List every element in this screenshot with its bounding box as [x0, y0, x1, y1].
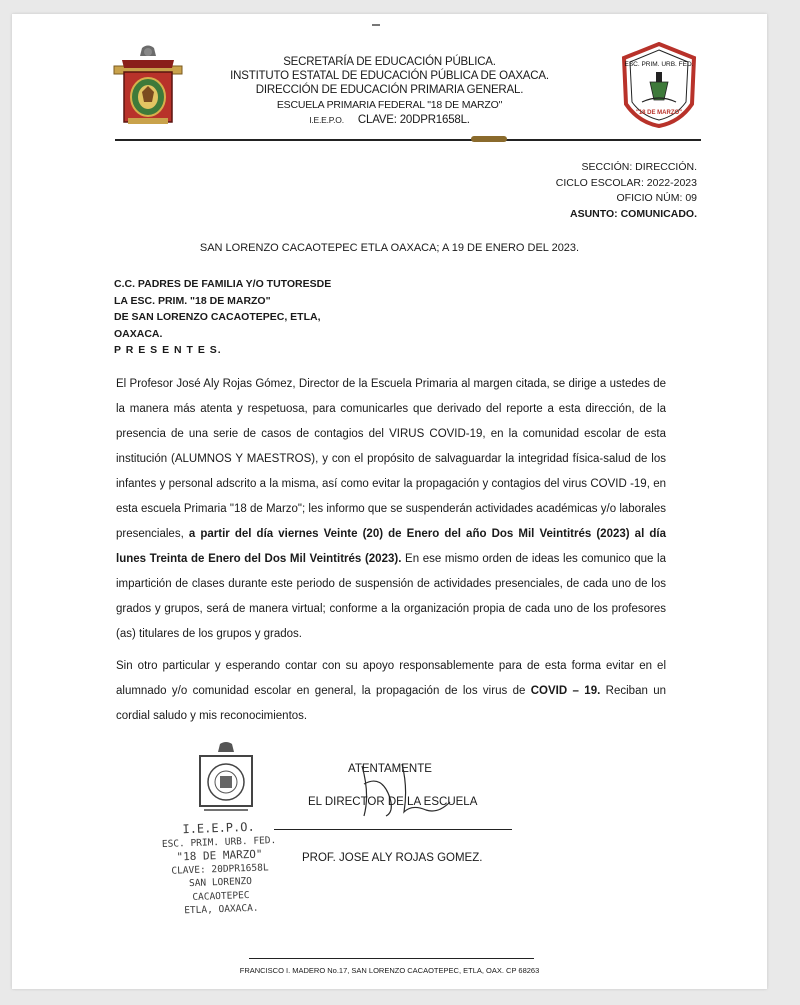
header-divider-ornament — [471, 136, 507, 142]
stamp-line: ESC. PRIM. URB. FED. — [161, 834, 277, 850]
addressee-line: LA ESC. PRIM. "18 DE MARZO" — [114, 294, 271, 307]
document-meta — [556, 160, 697, 222]
official-stamp-seal-icon — [194, 742, 258, 824]
signature-role: EL DIRECTOR DE LA ESCUELA — [308, 796, 478, 808]
header-clave-row — [12, 114, 767, 126]
header-clave: CLAVE: 20DPR1658L. — [357, 114, 470, 126]
stamp-line: ETLA, OAXACA. — [184, 902, 259, 917]
stamp-line: I.E.E.P.O. — [182, 819, 255, 837]
addressee-block — [114, 276, 331, 359]
date-line: SAN LORENZO CACAOTEPEC ETLA OAXACA; A 19 DE ENERO DEL 2023. — [199, 242, 580, 254]
header-secretaria: SECRETARÍA DE EDUCACIÓN PÚBLICA. — [283, 56, 496, 68]
header-ieepo: I.E.E.P.O. — [309, 115, 344, 125]
body-bold-text: COVID – 19. — [530, 685, 601, 697]
body-bold-text: a partir del día viernes Veinte (20) de Enero del año Dos Mil Veintitrés (2023) al día lunes Treinta de Enero del Dos Mil Veintitrés (2023). — [116, 528, 666, 565]
meta-office: OFICIO NÚM: 09 — [616, 192, 697, 204]
body-paragraph-1 — [116, 372, 666, 647]
header-divider — [115, 139, 701, 141]
body-text: Sin otro particular y esperando contar con su apoyo responsablemente para de esta forma evitar en el alumnado y/o comunidad escolar en general, la propagación de los virus de — [116, 660, 666, 697]
school-logo-arc-text: ESC. PRIM. URB. FED. — [624, 61, 694, 68]
meta-cycle: CICLO ESCOLAR: 2022-2023 — [555, 176, 697, 189]
stamp-line: CLAVE: 20DPR1658L — [171, 861, 269, 877]
footer-address: FRANCISCO I. MADERO No.17, SAN LORENZO CACAOTEPEC, ETLA, OAX. CP 68263 — [239, 966, 540, 975]
addressee-line: P R E S E N T E S. — [114, 344, 222, 356]
body-text: En ese mismo orden de ideas les comunico que la impartición de clases durante este periodo de suspensión de actividades presenciales, de cada uno de los grados y grupos, será de manera virtual; conforme a la organización propia de cada uno de los profesores (as) titulares de los grupos y grados. — [116, 553, 666, 640]
signature-name: PROF. JOSE ALY ROJAS GOMEZ. — [302, 852, 483, 864]
top-mark — [372, 24, 380, 26]
header-direccion: DIRECCIÓN DE EDUCACIÓN PRIMARIA GENERAL. — [255, 84, 524, 96]
body-text: Reciban un cordial saludo y mis reconocimientos. — [116, 685, 667, 722]
addressee-line: OAXACA. — [114, 327, 163, 340]
addressee-line: DE SAN LORENZO CACAOTEPEC, ETLA, — [114, 311, 321, 323]
letter-page — [12, 14, 767, 989]
header-escuela: ESCUELA PRIMARIA FEDERAL "18 DE MARZO" — [276, 99, 503, 111]
addressee-line: C.C. PADRES DE FAMILIA Y/O TUTORESDE — [114, 278, 332, 290]
stamp-line: SAN LORENZO CACAOTEPEC — [188, 875, 253, 903]
handwritten-signature-icon — [342, 754, 462, 824]
meta-subject: ASUNTO: COMUNICADO. — [570, 207, 697, 220]
signature-line — [274, 829, 512, 830]
official-stamp-text — [158, 820, 281, 919]
stamp-line: "18 DE MARZO" — [176, 847, 263, 864]
footer-divider — [249, 958, 534, 959]
school-logo-bottom-text: "18 DE MARZO" — [635, 110, 683, 116]
header-instituto: INSTITUTO ESTATAL DE EDUCACIÓN PÚBLICA DE OAXACA. — [230, 70, 549, 82]
body-text: El Profesor José Aly Rojas Gómez, Director de la Escuela Primaria al margen citada, se dirige a ustedes de la manera más atenta y respetuosa, para comunicarles que derivado del reporte a esta dirección, de la presencia de una serie de casos de contagios del VIRUS COVID-19, en la comunidad escolar de esta institución (ALUMNOS Y MAESTROS), y con el propósito de salvaguardar la integridad física-salud de los infantes y personal adscrito a la misma, así como evitar la propagación y contagios del virus COVID -19, en esta escuela Primaria "18 de Marzo"; les informo que se suspenderán actividades académicas y/o laborales presenciales, — [116, 378, 666, 540]
body-paragraph-2 — [116, 654, 666, 729]
meta-section: SECCIÓN: DIRECCIÓN. — [581, 161, 697, 173]
signature-closing: ATENTAMENTE — [348, 763, 432, 775]
